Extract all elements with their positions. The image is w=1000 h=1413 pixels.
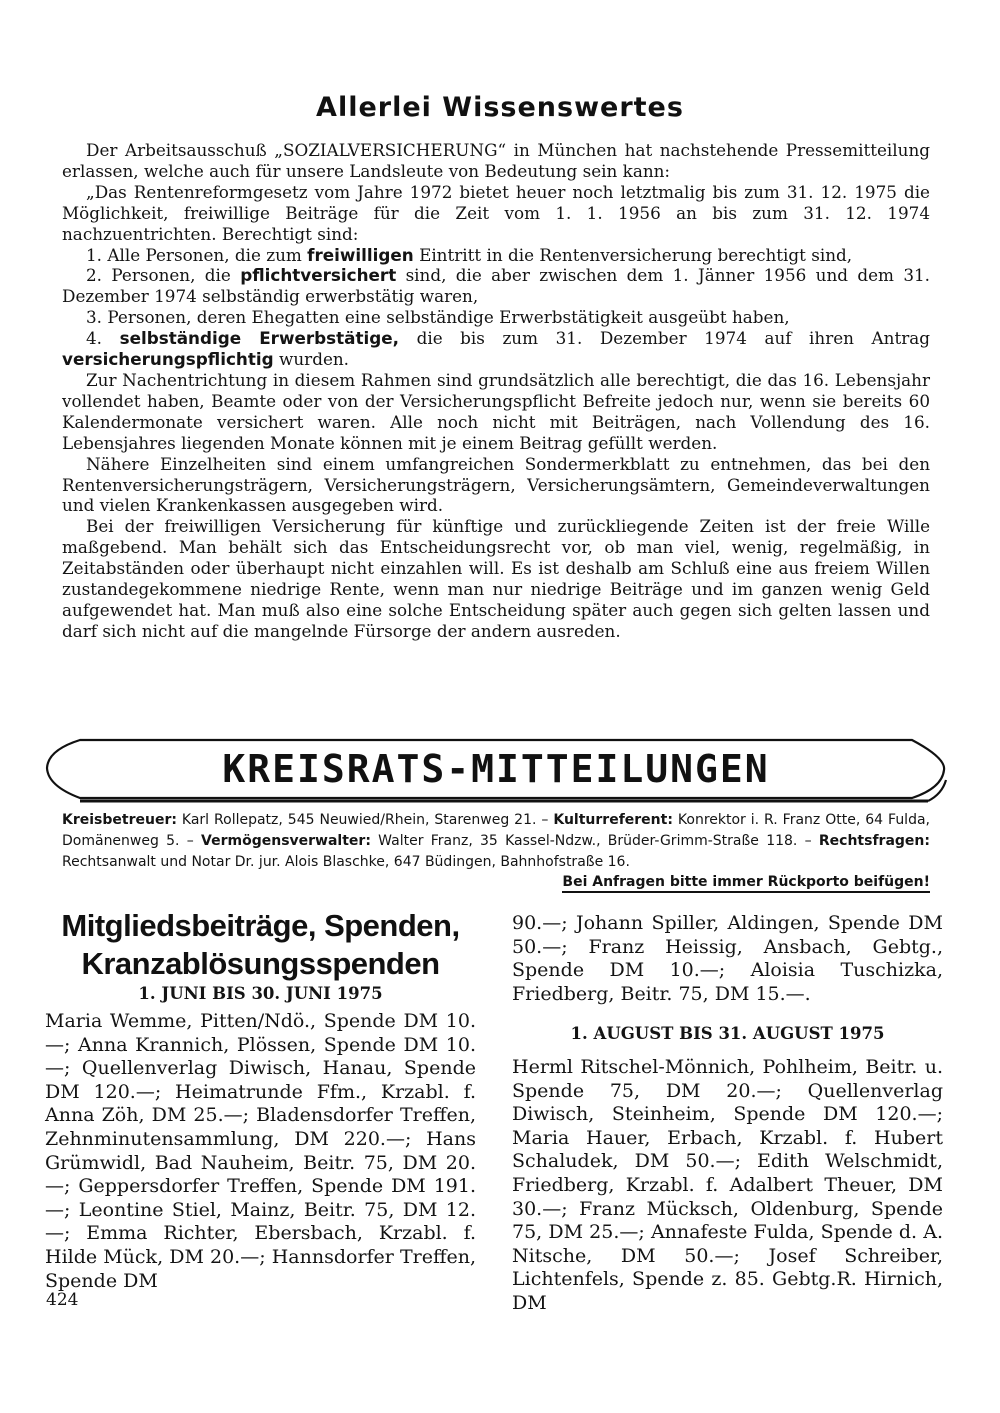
paragraph-entitled: Zur Nachentrichtung in diesem Rahmen sind grundsätzlich alle berechtigt, die das 16. Lebensjahr vollendet haben, Beamte oder von der Versicherungspflicht Befreite jedoch nur, wenn sie bereits 60 Kalendermonate versichert waren. Alle noch nicht mit Beiträgen, nach Vollendung des 16. Lebensjahres liegenden Monate können mit je einem Beitrag gefüllt werden. [62,369,930,453]
donations-june-continued: 90.—; Johann Spiller, Aldingen, Spende DM 50.—; Franz Heissig, Ansbach, Gebtg., Spende DM 10.—; Aloisia Tuschizka, Friedberg, Beitr. 75, DM 15.—. [512,912,943,1005]
donations-heading-line1: Mitgliedsbeiträge, Spenden, [61,908,460,943]
donations-june-list: Maria Wemme, Pitten/Ndö., Spende DM 10.—; Anna Krannich, Plössen, Spende DM 10.—; Quellenverlag Diwisch, Hanau, Spende DM 120.—; Heimatrunde Ffm., Krzabl. f. Anna Zöh, DM 25.—; Bladensdorfer Treffen, Zehnminutensammlung, DM 220.—; Hans Grümwidl, Bad Nauheim, Beitr. 75, DM 20.—; Geppersdorfer Treffen, Spende DM 191.—; Leontine Stiel, Mainz, Beitr. 75, DM 12.—; Emma Richter, Ebersbach, Krzabl. f. Hilde Mück, DM 20.—; Hannsdorfer Treffen, Spende DM [45,1010,476,1292]
period-june: 1. JUNI BIS 30. JUNI 1975 [138,984,383,1003]
donations-heading-line2: Kranzablösungsspenden [81,946,440,981]
officials-info: Kreisbetreuer: Karl Rollepatz, 545 Neuwied/Rhein, Starenweg 21. – Kulturreferent: Konrektor i. R. Franz Otte, 64 Fulda, Domänenweg 5. – Vermögensverwalter: Walter Franz, 35 Kassel-Ndzw., Brüder-Grimm-Straße 118. – Rechtsfragen: Rechtsanwalt und Notar Dr. jur. Alois Blaschke, 647 Büdingen, Bahnhofstraße 16. [62,812,930,870]
banner-title: KREISRATS-MITTEILUNGEN [222,747,770,791]
list-item-4: 4. selbständige Erwerbstätige, die bis zum 31. Dezember 1974 auf ihren Antrag versicherungspflichtig wurden. [62,328,930,370]
return-postage-note: Bei Anfragen bitte immer Rückporto beifügen! [562,873,930,893]
list-item-2: 2. Personen, die pflichtversichert sind, die aber zwischen dem 1. Jänner 1956 und dem 31. Dezember 1974 selbständig erwerbstätig waren, [62,265,931,307]
paragraph-law: „Das Rentenreformgesetz vom Jahre 1972 bietet heuer noch letztmalig bis zum 31. 12. 1975 die Möglichkeit, freiwillige Beiträge für die Zeit vom 1. 1. 1956 an bis zum 31. 12. 1974 nachzuentrichten. Berechtigt sind: [62,181,930,244]
donations-august-list: Herml Ritschel-Mönnich, Pohlheim, Beitr. u. Spende 75, DM 20.—; Quellenverlag Diwisch, Steinheim, Spende DM 120.—; Maria Hauer, Erbach, Krzabl. f. Hubert Schaludek, DM 50.—; Edith Welschmidt, Friedberg, Krzabl. f. Adalbert Theuer, DM 30.—; Franz Mücksch, Oldenburg, Spende 75, DM 25.—; Annafeste Fulda, Spende d. A. Nitsche, DM 50.—; Josef Schreiber, Lichtenfels, Spende z. 85. Gebtg.R. Hirnich, DM [512,1056,943,1314]
label-rechtsfragen: Rechtsfragen: [818,833,930,849]
article-body [62,140,930,642]
article-title: Allerlei Wissenswertes [316,92,684,123]
kreisrat-banner [44,738,948,804]
paragraph-free-will: Bei der freiwilligen Versicherung für künftige und zurückliegende Zeiten ist der freie Wille maßgebend. Man behält sich das Entscheidungsrecht vor, ob man viel, wenig, regelmäßig, in Zeitabständen oder überhaupt nicht einzahlen will. Es ist deshalb am Schluß eine aus freiem Willen zustandegekommene niedrige Rente, wenn man nur niedrige Beiträge und im ganzen wenig Geld aufgewendet hat. Man muß also eine solche Entscheidung später auch gegen sich gelten lassen und darf sich nicht auf die mangelnde Fürsorge der andern ausreden. [62,516,930,641]
page-number: 424 [46,1290,79,1310]
label-kreisbetreuer: Kreisbetreuer: [62,812,177,828]
list-item-3: 3. Personen, deren Ehegatten eine selbständige Erwerbstätigkeit ausgeübt haben, [86,307,790,328]
list-item-1: 1. Alle Personen, die zum freiwilligen Eintritt in die Rentenversicherung berechtigt sind, [86,244,853,265]
label-kulturreferent: Kulturreferent: [553,812,673,828]
paragraph-details: Nähere Einzelheiten sind einem umfangreichen Sondermerkblatt zu entnehmen, das bei den Rentenversicherungsträgern, Versicherungsträgern, Versicherungsämtern, Gemeindeverwaltungen und vielen Krankenkassen ausgegeben wird. [62,453,930,516]
paragraph-intro: Der Arbeitsausschuß „SOZIALVERSICHERUNG“ in München hat nachstehende Pressemitteilung erlassen, welche auch für unsere Landsleute von Bedeutung sein kann: [62,140,930,181]
period-august: 1. AUGUST BIS 31. AUGUST 1975 [570,1024,885,1043]
label-vermoegensverwalter: Vermögensverwalter: [201,833,371,849]
